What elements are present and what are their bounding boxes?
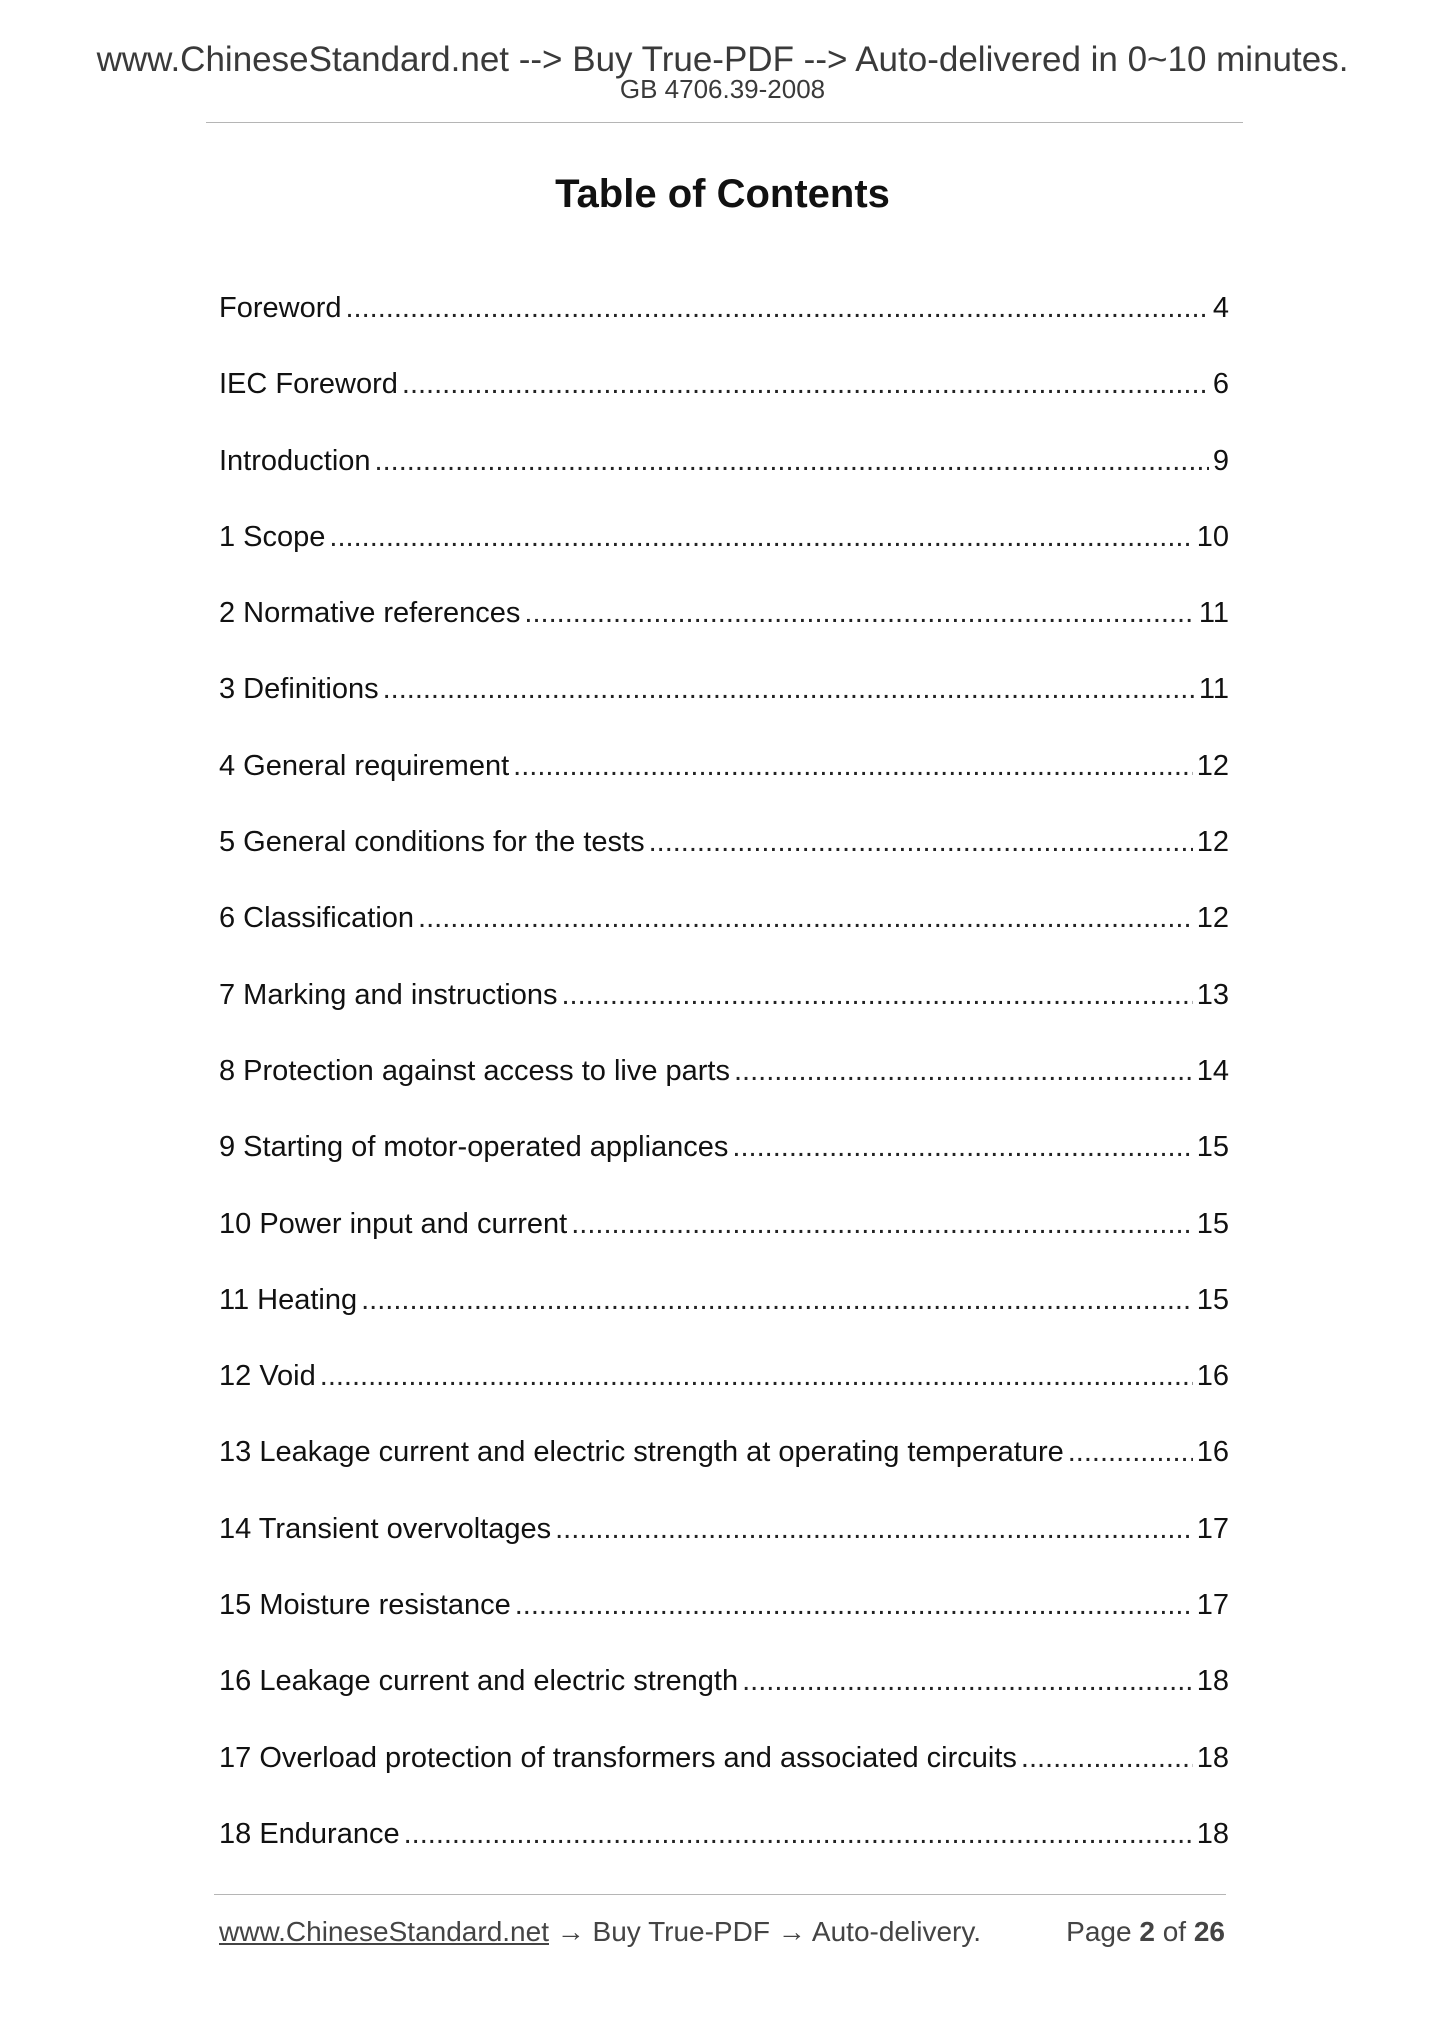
toc-leader <box>1068 1432 1193 1472</box>
toc-entry[interactable] <box>219 669 1229 745</box>
toc-entry-label: 6 Classification <box>219 902 415 935</box>
toc-entry[interactable] <box>219 1814 1229 1890</box>
page-title: Table of Contents <box>555 172 890 216</box>
toc-entry[interactable] <box>219 1204 1229 1280</box>
toc-entry-page: 16 <box>1196 1360 1229 1393</box>
toc-entry[interactable] <box>219 1051 1229 1127</box>
document-number: GB 4706.39-2008 <box>619 74 826 104</box>
toc-entry[interactable] <box>219 593 1229 669</box>
toc-leader <box>346 288 1209 328</box>
toc-entry[interactable] <box>219 288 1229 364</box>
toc-entry-label: 15 Moisture resistance <box>219 1589 511 1622</box>
toc-leader <box>402 364 1209 404</box>
footer-promo <box>219 1915 981 1949</box>
toc-entry-label: 17 Overload protection of transformers and associated circuits <box>219 1741 1017 1774</box>
toc-entry-page: 6 <box>1212 368 1229 401</box>
toc-entry-label: 3 Definitions <box>219 673 379 706</box>
toc-entry-page: 12 <box>1196 902 1229 935</box>
page-total: 26 <box>1193 1916 1225 1947</box>
toc-entry-page: 9 <box>1212 444 1229 477</box>
toc-entry[interactable] <box>219 898 1229 974</box>
page-indicator <box>1066 1915 1225 1949</box>
toc-entry-page: 16 <box>1196 1436 1229 1469</box>
toc-entry[interactable] <box>219 441 1229 517</box>
page-of: of <box>1162 1916 1187 1947</box>
toc-leader <box>742 1661 1193 1701</box>
toc-entry-label: 8 Protection against access to live parts <box>219 1054 730 1087</box>
toc-entry-page: 4 <box>1212 292 1229 324</box>
toc-entry-page: 18 <box>1196 1817 1229 1850</box>
toc-entry[interactable] <box>219 1738 1229 1814</box>
toc-entry-label: 9 Starting of motor-operated appliances <box>219 1131 729 1164</box>
toc-entry-page: 12 <box>1196 826 1229 859</box>
toc-leader <box>320 1356 1193 1396</box>
toc-entry-page: 15 <box>1196 1207 1229 1240</box>
toc-entry-label: 16 Leakage current and electric strength <box>219 1665 739 1698</box>
table-of-contents <box>219 288 1229 1890</box>
toc-leader <box>513 746 1193 786</box>
toc-leader <box>562 975 1193 1015</box>
page-current: 2 <box>1139 1916 1155 1947</box>
toc-leader <box>734 1051 1193 1091</box>
toc-entry-label: 12 Void <box>219 1360 316 1393</box>
toc-entry-label: 11 Heating <box>219 1283 358 1316</box>
toc-entry[interactable] <box>219 517 1229 593</box>
toc-entry-label: 1 Scope <box>219 520 326 553</box>
toc-entry-page: 18 <box>1196 1741 1229 1774</box>
toc-entry-page: 17 <box>1196 1589 1229 1622</box>
toc-entry-page: 15 <box>1196 1131 1229 1164</box>
toc-entry-page: 17 <box>1196 1512 1229 1545</box>
toc-entry[interactable] <box>219 746 1229 822</box>
header-divider <box>206 122 1243 123</box>
toc-entry-label: 4 General requirement <box>219 749 510 782</box>
toc-leader <box>329 517 1192 557</box>
toc-leader <box>1021 1738 1193 1778</box>
toc-entry-page: 11 <box>1198 597 1229 630</box>
toc-entry[interactable] <box>219 1432 1229 1508</box>
toc-entry-label: 14 Transient overvoltages <box>219 1512 552 1545</box>
toc-entry-page: 13 <box>1196 978 1229 1011</box>
toc-entry-label: 18 Endurance <box>219 1817 400 1850</box>
toc-entry[interactable] <box>219 364 1229 440</box>
toc-entry-page: 14 <box>1196 1054 1229 1087</box>
page-footer <box>219 1915 1225 1949</box>
toc-leader <box>404 1814 1193 1854</box>
toc-entry-page: 11 <box>1198 673 1229 706</box>
toc-entry-label: Foreword <box>219 292 342 324</box>
toc-entry-page: 10 <box>1196 520 1229 553</box>
toc-entry-page: 18 <box>1196 1665 1229 1698</box>
toc-leader <box>524 593 1194 633</box>
footer-divider <box>214 1894 1226 1895</box>
toc-entry-label: 2 Normative references <box>219 597 521 630</box>
toc-leader <box>555 1509 1193 1549</box>
toc-leader <box>383 669 1195 709</box>
toc-entry-label: 13 Leakage current and electric strength at operating temperature <box>219 1436 1064 1469</box>
toc-entry[interactable] <box>219 1356 1229 1432</box>
toc-entry[interactable] <box>219 975 1229 1051</box>
toc-entry-label: 10 Power input and current <box>219 1207 568 1240</box>
toc-leader <box>418 898 1193 938</box>
toc-leader <box>515 1585 1193 1625</box>
toc-entry-label: 5 General conditions for the tests <box>219 826 645 859</box>
toc-entry[interactable] <box>219 822 1229 898</box>
header-banner: www.ChineseStandard.net --> Buy True-PDF --> Auto-delivered in 0~10 minutes. <box>96 40 1349 79</box>
toc-entry-label: 7 Marking and instructions <box>219 978 558 1011</box>
toc-entry-page: 12 <box>1196 749 1229 782</box>
toc-entry[interactable] <box>219 1509 1229 1585</box>
toc-entry[interactable] <box>219 1661 1229 1737</box>
toc-entry-label: Introduction <box>219 444 371 477</box>
toc-leader <box>649 822 1193 862</box>
page-word: Page <box>1066 1916 1132 1947</box>
footer-link[interactable]: www.ChineseStandard.net <box>219 1916 549 1947</box>
toc-leader <box>375 441 1209 481</box>
toc-entry-label: IEC Foreword <box>219 368 398 401</box>
toc-entry-page: 15 <box>1196 1283 1229 1316</box>
toc-leader <box>361 1280 1193 1320</box>
toc-leader <box>571 1204 1193 1244</box>
toc-entry[interactable] <box>219 1280 1229 1356</box>
toc-entry[interactable] <box>219 1127 1229 1203</box>
toc-leader <box>732 1127 1192 1167</box>
toc-entry[interactable] <box>219 1585 1229 1661</box>
footer-promo-text: → Buy True-PDF → Auto-delivery. <box>548 1916 982 1947</box>
